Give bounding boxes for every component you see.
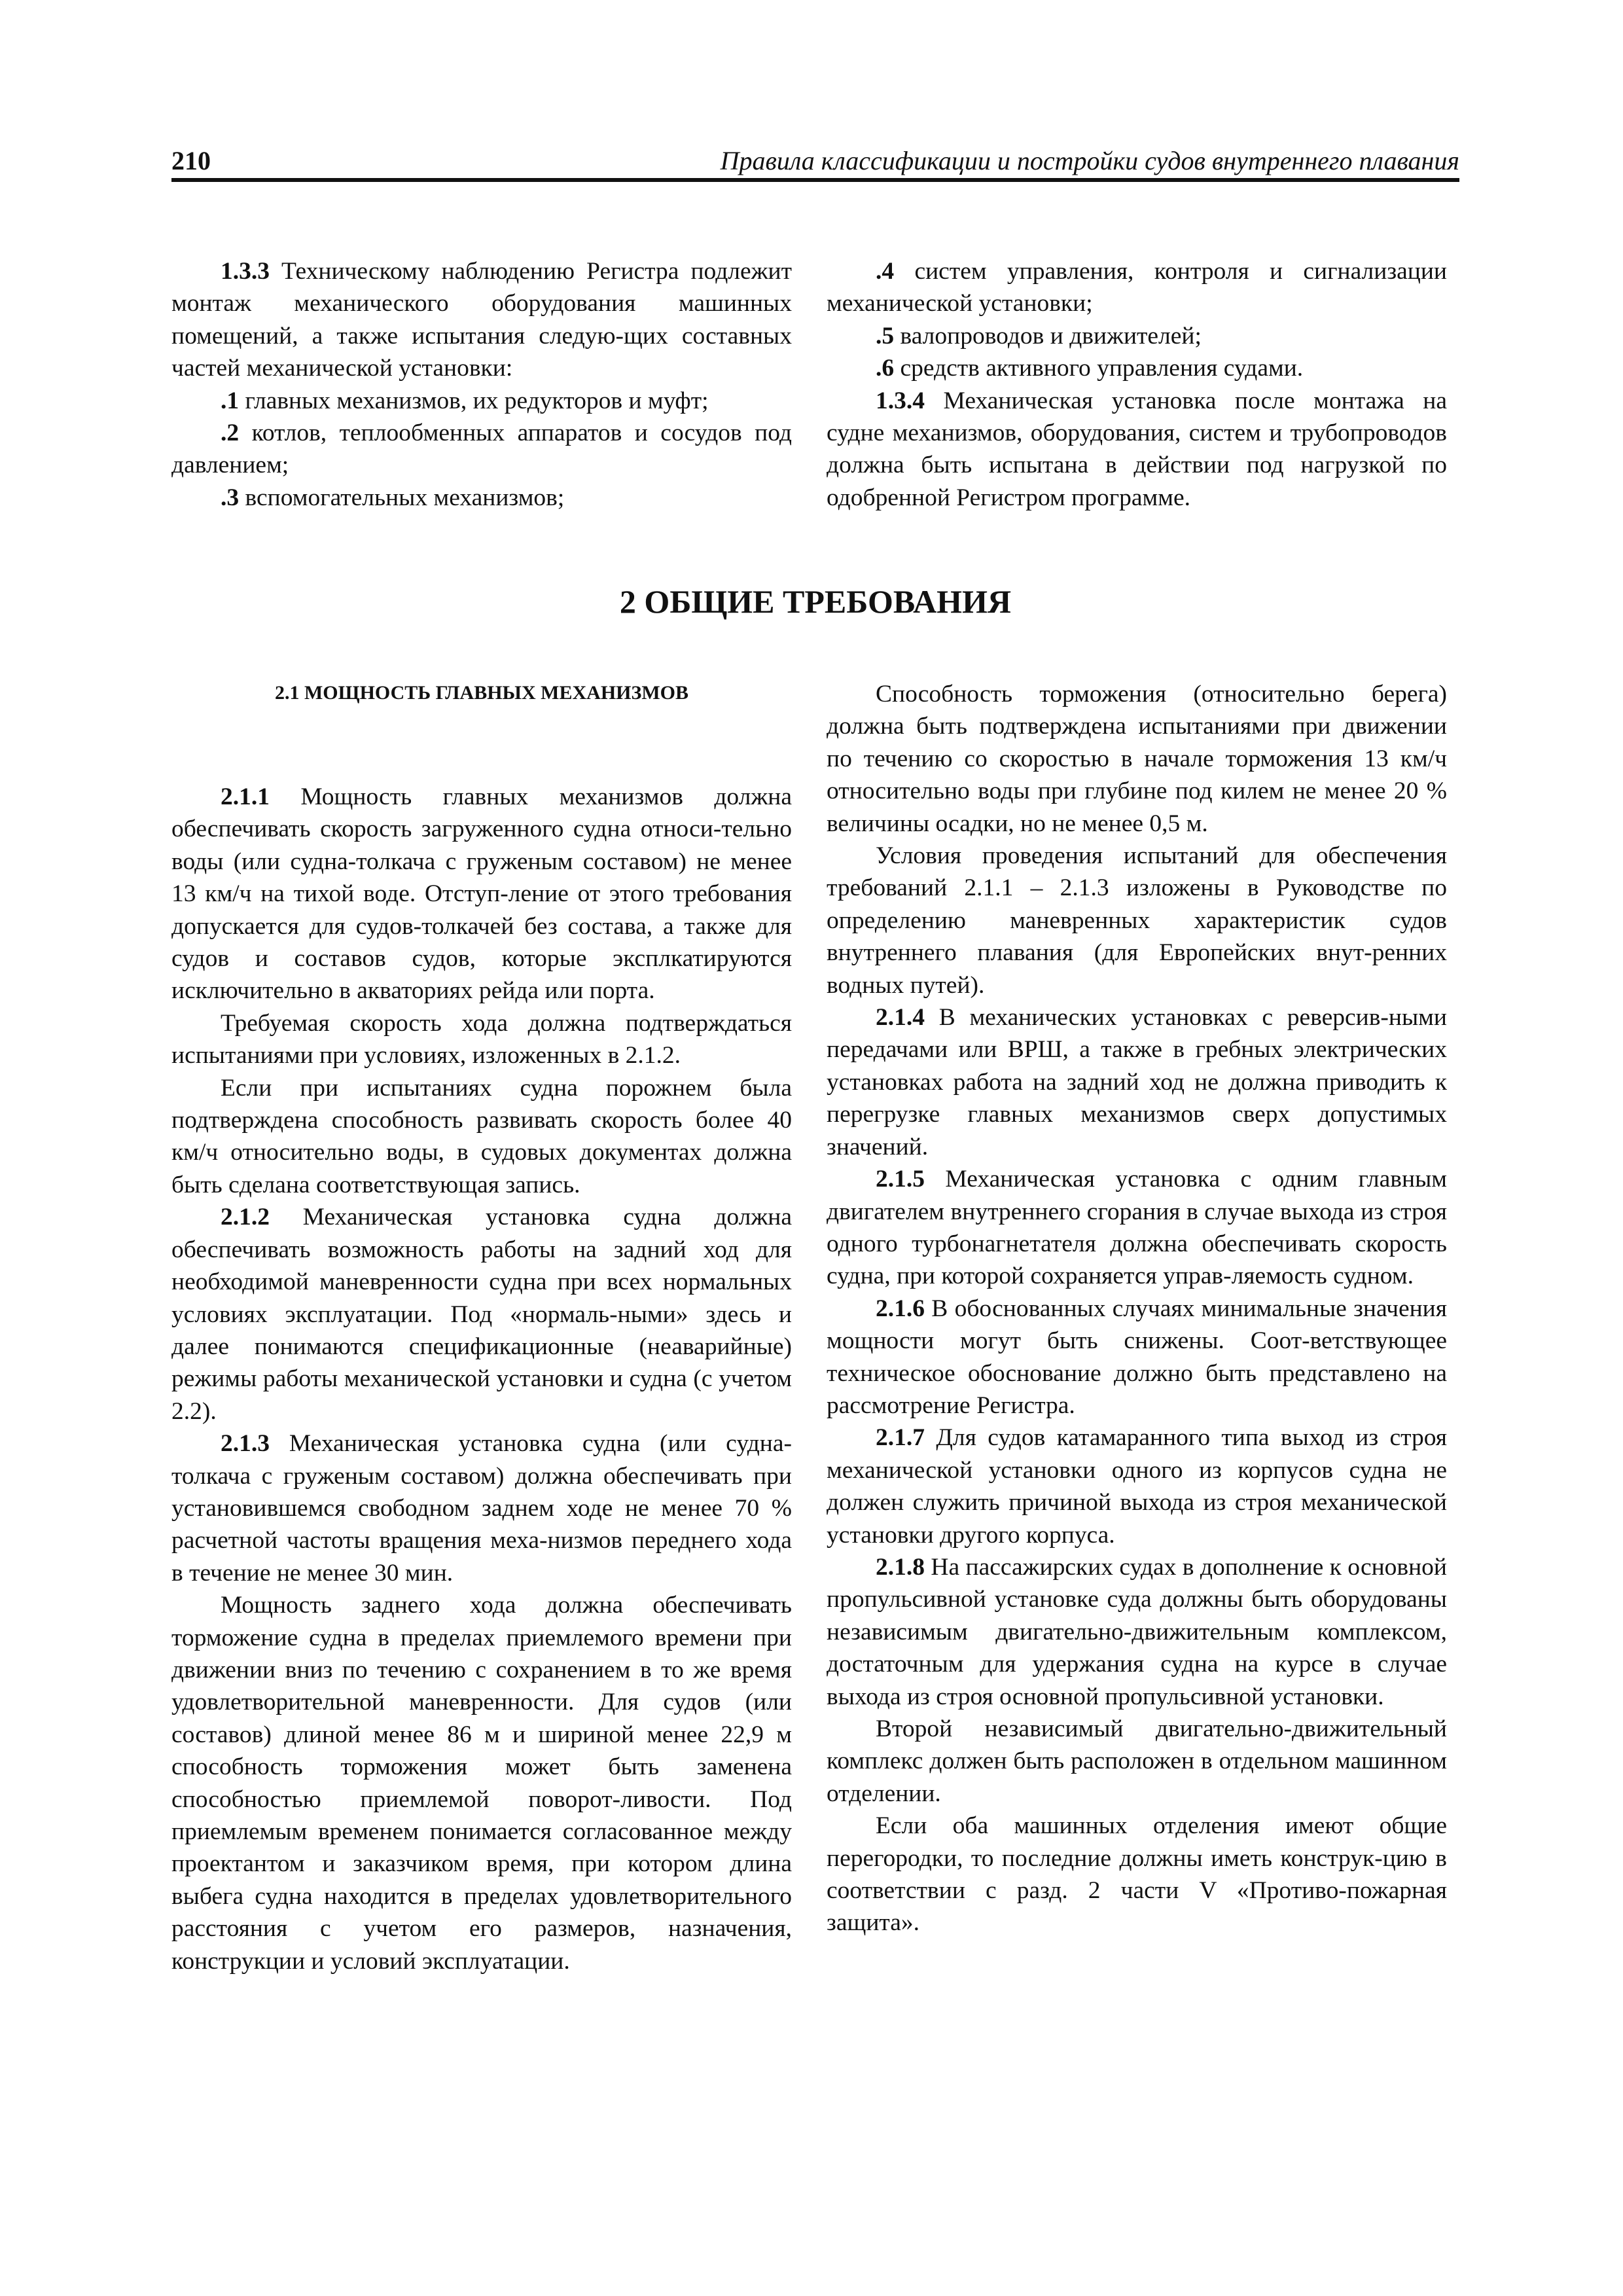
paragraph: 2.1.3 Механическая установка судна (или судна-толкача с груженым составом) должна обеспечивать при установившемся свободном заднем ходе не менее 70 % расчетной частоты вращения меха-низмов переднего хода в течение не менее 30 мин. bbox=[171, 1430, 792, 1587]
paragraph: 2.1.7 Для судов катамаранного типа выход из строя механической установки одного из корпусов судна не должен служить причиной выхода из строя механической установки другого корпуса. bbox=[827, 1424, 1447, 1549]
paragraph: 1.3.3 Техническому наблюдению Регистра подлежит монтаж механического оборудования машинных помещений, а также испытания следую-щих составных частей механической установки: bbox=[171, 258, 792, 382]
right-column bbox=[827, 678, 1447, 1939]
paragraph: 2.1.5 Механическая установка с одним главным двигателем внутреннего сгорания в случае выхода из строя одного турбонагнетателя должна обеспечивать скорость судна, при которой сохраняется управ-ляемость судном. bbox=[827, 1166, 1447, 1290]
paragraph: Условия проведения испытаний для обеспечения требований 2.1.1 – 2.1.3 изложены в Руководстве по определению маневренных характеристик судов внутреннего плавания (для Европейских внут-ренних водных путей). bbox=[827, 842, 1447, 999]
running-title: Правила классификации и постройки судов внутреннего плавания bbox=[720, 146, 1459, 175]
paragraph: 2.1.2 Механическая установка судна должна обеспечивать возможность работы на задний ход для необходимой маневренности судна при всех нормальных условиях эксплуатации. Под «нормаль-ными» здесь и далее понимаются спецификационные (неаварийные) режимы работы механической установки и судна (с учетом 2.2). bbox=[171, 1204, 792, 1425]
section-title: 2.1 МОЩНОСТЬ ГЛАВНЫХ МЕХАНИЗМОВ bbox=[274, 682, 688, 704]
paragraph: Способность торможения (относительно берега) должна быть подтверждена испытаниями при движении по течению со скоростью в начале торможения 13 км/ч относительно воды при глубине под килем не менее 20 % величины осадки, но не менее 0,5 м. bbox=[827, 681, 1447, 837]
paragraph: .6 средств активного управления судами. bbox=[876, 355, 1304, 382]
paragraph: .5 валопроводов и движителей; bbox=[876, 322, 1202, 350]
paragraph: 2.1.1 Мощность главных механизмов должна обеспечивать скорость загруженного судна относи-тельно воды (или судна-толкача с груженым составом) не менее 13 км/ч на тихой воде. Отступ-ление от этого требования допускается для судов-толкачей без состава, а также для судов и составов судов, которые эксплкатируются исключительно в акваториях рейда или порта. bbox=[171, 783, 792, 1005]
paragraph: 2.1.8 На пассажирских судах в дополнение к основной пропульсивной установке суда должны быть оборудованы независимым двигательно-движительным комплексом, достаточным для удержания судна на курсе в случае выхода из строя основной пропульсивной установки. bbox=[827, 1553, 1447, 1710]
paragraph: Если оба машинных отделения имеют общие перегородки, то последние должны иметь конструк-цию в соответствии с разд. 2 части V «Противо-пожарная защита». bbox=[827, 1812, 1447, 1937]
paragraph: .4 систем управления, контроля и сигнализации механической установки; bbox=[827, 258, 1447, 317]
paragraph: Если при испытаниях судна порожнем была подтверждена способность развивать скорость более 40 км/ч относительно воды, в судовых документах должна быть сделана соответствующая запись. bbox=[171, 1074, 792, 1198]
paragraph: 2.1.6 В обоснованных случаях минимальные значения мощности могут быть снижены. Соот-ветствующее техническое обоснование должно быть представлено на рассмотрение Регистра. bbox=[827, 1295, 1447, 1419]
paragraph: Мощность заднего хода должна обеспечивать торможение судна в пределах приемлемого времени при движении вниз по течению с сохранением в то же время удовлетворительной маневренности. Для судов (или составов) длиной менее 86 м и шириной менее 22,9 м способность торможения может быть заменена способностью приемлемой поворот-ливости. Под приемлемым временем понимается согласованное между проектантом и заказчиком время, при котором длина выбега судна находится в пределах удовлетворительного расстояния с учетом его размеров, назначения, конструкции и условий эксплуатации. bbox=[171, 1592, 792, 1975]
paragraph: 2.1.4 В механических установках с реверсив-ными передачами или ВРШ, а также в гребных электрических установках работа на задний ход не должна приводить к перегрузке главных механизмов сверх допустимых значений. bbox=[827, 1004, 1447, 1160]
paragraph: 1.3.4 Механическая установка после монтажа на судне механизмов, оборудования, систем и трубопроводов должна быть испытана в действии под нагрузкой по одобренной Регистром программе. bbox=[827, 387, 1447, 511]
top-right-column bbox=[827, 255, 1447, 514]
top-left-column bbox=[171, 255, 792, 514]
page-number: 210 bbox=[171, 146, 211, 175]
paragraph: Требуемая скорость хода должна подтверждаться испытаниями при условиях, изложенных в 2.1.2. bbox=[171, 1009, 792, 1069]
left-column bbox=[171, 781, 792, 1977]
chapter-title: 2 ОБЩИЕ ТРЕБОВАНИЯ bbox=[619, 583, 1012, 620]
paragraph: .2 котлов, теплообменных аппаратов и сосудов под давлением; bbox=[171, 420, 792, 479]
paragraph: Второй независимый двигательно-движительный комплекс должен быть расположен в отдельном машинном отделении. bbox=[827, 1715, 1447, 1807]
paragraph: .3 вспомогательных механизмов; bbox=[221, 484, 565, 511]
page-header bbox=[171, 145, 1459, 182]
paragraph: .1 главных механизмов, их редукторов и муфт; bbox=[221, 387, 709, 414]
